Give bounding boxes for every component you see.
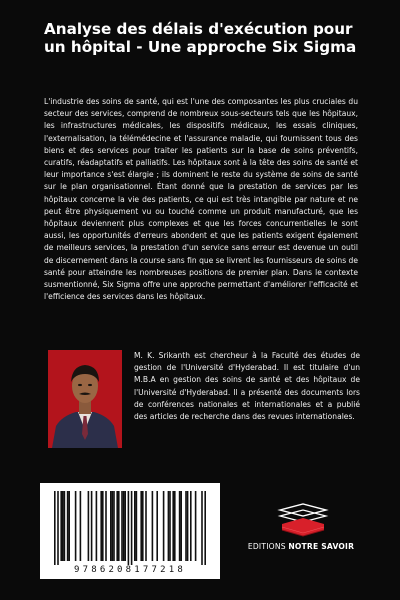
author-portrait-image (48, 350, 122, 448)
barcode-bar (118, 491, 120, 561)
barcode-bar (142, 491, 144, 561)
book-title: Analyse des délais d'exécution pour un hôpital - Une approche Six Sigma (44, 20, 357, 56)
barcode-bar (156, 491, 158, 561)
publisher-name (236, 542, 366, 551)
barcode-bar (100, 491, 102, 561)
barcode-bar (116, 491, 118, 561)
barcode-bar (168, 491, 170, 561)
barcode-bar (60, 491, 62, 561)
barcode-bar (169, 491, 171, 561)
barcode-bar (152, 491, 154, 561)
barcode-bar (62, 491, 64, 561)
barcode-bar (204, 491, 206, 565)
barcode-bar (96, 491, 98, 561)
barcode-bar (68, 491, 70, 561)
isbn-barcode (40, 483, 220, 579)
publisher-name-prefix: EDITIONS (247, 542, 289, 551)
barcode-bar (163, 491, 165, 561)
isbn-number: 9786208177218 (73, 565, 187, 575)
barcode-bar (105, 491, 107, 561)
barcode-bar (128, 491, 130, 565)
barcode-bar (113, 491, 115, 561)
barcode-bar (201, 491, 203, 565)
barcode-bar (54, 491, 56, 565)
barcode-bar (145, 491, 147, 561)
author-photo (48, 350, 122, 448)
barcode-bar (136, 491, 138, 561)
barcode-bar (110, 491, 112, 561)
barcode-bar (174, 491, 176, 561)
barcode-bar (67, 491, 69, 561)
barcode-bar (187, 491, 189, 561)
barcode-bar (179, 491, 181, 561)
barcode-bar (195, 491, 197, 561)
barcode-bar (75, 491, 77, 561)
author-bio: M. K. Srikanth est chercheur à la Faculté des études de gestion de l'Université d'Hyderabad. Il est titulaire d'un M.B.A en gestion des soins de santé et des hôpitaux de l'Université d'Hyderabad. Il a présenté des documents lors de conférences nationales et internationales et a publié des articles de recherche dans des revues internationales. (134, 351, 360, 422)
barcode-bar (190, 491, 192, 561)
publisher-name-strong: NOTRE SAVOIR (288, 542, 355, 551)
barcode-bar (64, 491, 66, 561)
barcode-bar (123, 491, 125, 561)
barcode-bar (57, 491, 59, 565)
book-description: L'industrie des soins de santé, qui est l'une des composantes les plus cruciales du secteur des services, comprend de nombreux sous-secteurs tels que les hôpitaux, les infrastructures médicales, les dispositifs médicaux, les essais cliniques, l'externalisation, la télémédecine et l'assurance maladie, qui fournissent tous des biens et des services pour traiter les patients sur la base de soins préventifs, curatifs, réadaptatifs et palliatifs. Les hôpitaux sont à la tête des soins de santé et leur importance s'est élargie ; ils dominent le reste du système de soins de santé sur le plan organisationnel. Étant donné que la prestation de services par les hôpitaux concerne la vie des patients, ce qui est très intangible par nature et ne peut être physiquement vu ou touché comme un produit manufacturé, que les hôpitaux deviennent plus complexes et que les forces concurrentielles le sont aussi, les opportunités d'erreurs abondent et que les patients exigent également de meilleurs services, la prestation d'un service sans erreur est devenue un outil de discernement dans la course sans fin que se livrent les fournisseurs de soins de santé pour atteindre les nombreuses positions de premier plan. Dans le contexte susmentionné, Six Sigma offre une approche permettant d'améliorer l'efficacité et l'efficience des services dans les hôpitaux. (44, 97, 358, 302)
barcode-bar (80, 491, 82, 561)
barcode-bar (121, 491, 123, 561)
barcode-bar (124, 491, 126, 561)
barcode-bar (102, 491, 104, 561)
barcode-bar (185, 491, 187, 561)
barcode-bar (112, 491, 114, 561)
barcode-bar (134, 491, 136, 561)
barcode-bar (172, 491, 174, 561)
barcode-bar (91, 491, 93, 561)
barcode-bar (140, 491, 142, 561)
stacked-books-icon (258, 500, 348, 544)
barcode-bar (180, 491, 182, 561)
barcode-bar (88, 491, 90, 561)
barcode-bar (131, 491, 133, 565)
